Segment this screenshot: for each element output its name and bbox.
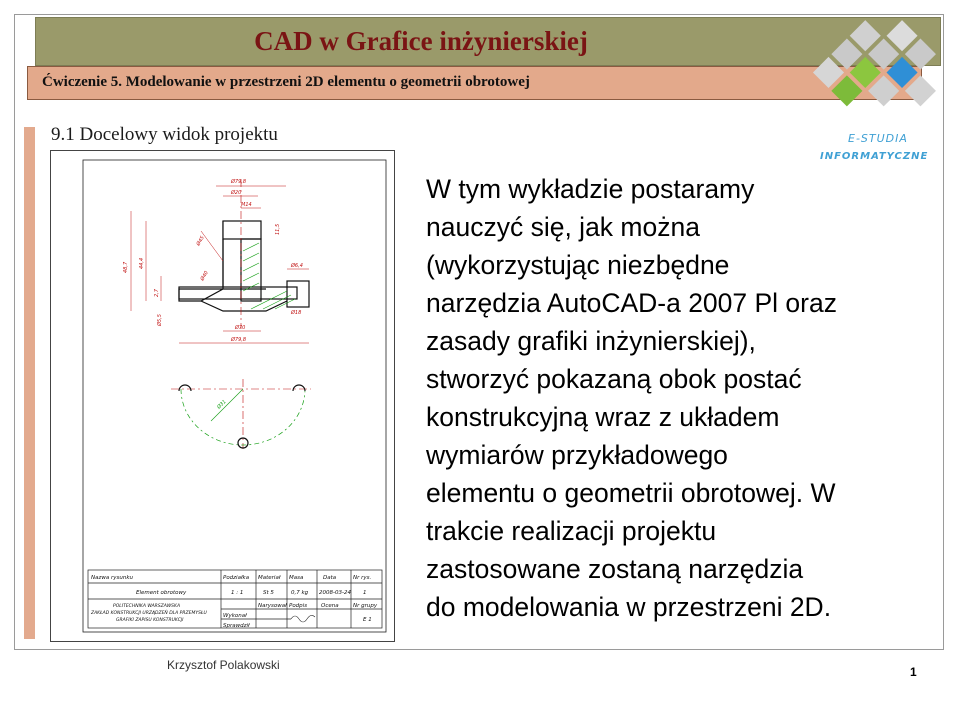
tb-header-checked: Sprawdził: [223, 623, 250, 629]
dim-label: 44,4: [139, 257, 145, 269]
tb-header-mass: Masa: [289, 575, 304, 581]
dim-label: 48,7: [123, 261, 129, 273]
tb-header-group: Nr grupy: [353, 603, 378, 609]
subtitle-bar: [27, 66, 922, 100]
logo-text-informatyczne: INFORMATYCZNE: [820, 151, 929, 162]
tb-header-date: Data: [323, 575, 337, 581]
section-view: [179, 221, 309, 311]
tb-signature-scribble: [291, 615, 315, 622]
tb-header-material: Materiał: [258, 575, 281, 581]
tb-header-grade: Ocena: [321, 603, 339, 609]
tb-school-2: ZAKŁAD KONSTRUKCJI URZĄDZEŃ DLA PRZEMYSŁU: [91, 611, 207, 616]
decorative-side-bar: [24, 127, 35, 639]
dim-label: Ø40: [199, 270, 210, 282]
e-studia-logo: [796, 4, 956, 174]
dim-label: Ø70: [235, 325, 246, 331]
technical-drawing-svg: [51, 151, 396, 643]
tb-mass: 0,7 kg: [291, 590, 309, 596]
dim-label: Ø20: [231, 190, 242, 196]
section-title: 9.1 Docelowy widok projektu: [51, 124, 278, 145]
tb-header-scale: Podziałka: [223, 575, 250, 581]
tb-school-3: GRAFIKI ZAPISU KONSTRUKCJI: [116, 618, 184, 623]
dim-label: Ø31: [216, 398, 228, 411]
page-number: 1: [910, 665, 917, 679]
tb-group: E 1: [363, 617, 372, 623]
dim-label: Ø79,8: [231, 337, 247, 343]
tb-scale: 1 : 1: [231, 590, 244, 596]
tb-header-checker: Wykonał: [223, 613, 247, 619]
dim-label: 2,7: [154, 289, 160, 297]
dim-label: Ø79,8: [231, 179, 247, 185]
dim-label: Ø45: [195, 235, 206, 247]
tb-drawing-name: Element obrotowy: [136, 590, 187, 596]
dim-label: 11,5: [275, 223, 281, 235]
tb-material: St 5: [263, 590, 274, 596]
dim-label: Ø5,5: [157, 314, 163, 326]
tb-header-drew: Narysował: [258, 603, 287, 609]
dim-label: Ø18: [291, 310, 302, 316]
footer-author: Krzysztof Polakowski: [167, 658, 280, 672]
slide-title: CAD w Grafice inżynierskiej: [254, 26, 588, 56]
dim-label: M14: [241, 202, 252, 208]
bottom-view: [171, 379, 311, 449]
tb-header-name: Nazwa rysunku: [91, 575, 134, 581]
logo-text-estudia: E-STUDIA: [848, 132, 908, 145]
technical-drawing: [50, 150, 395, 642]
body-paragraph: W tym wykładzie postaramy nauczyć się, jak można (wykorzystując niezbędne narzędzia AutoCAD-a 2007 Pl oraz zasady grafiki inżynierskiej), stworzyć pokazaną obok postać konstrukcyjną wraz z układem wymiarów przykładowego elementu o geometrii obrotowej. W trakcie realizacji projektu zastosowane zostaną narzędzia do modelowania w przestrzeni 2D.: [426, 174, 837, 622]
exercise-subtitle: Ćwiczenie 5. Modelowanie w przestrzeni 2D elementu o geometrii obrotowej: [42, 74, 530, 90]
tb-date: 2008-03-24: [319, 590, 351, 596]
tb-school-1: POLITECHNIKA WARSZAWSKA: [113, 604, 181, 609]
tb-header-signature: Podpis: [289, 603, 308, 609]
tb-header-drawing-no: Nr rys.: [353, 575, 372, 581]
tb-drawing-no: 1: [363, 590, 367, 596]
dim-label: Ø6,4: [291, 263, 303, 269]
